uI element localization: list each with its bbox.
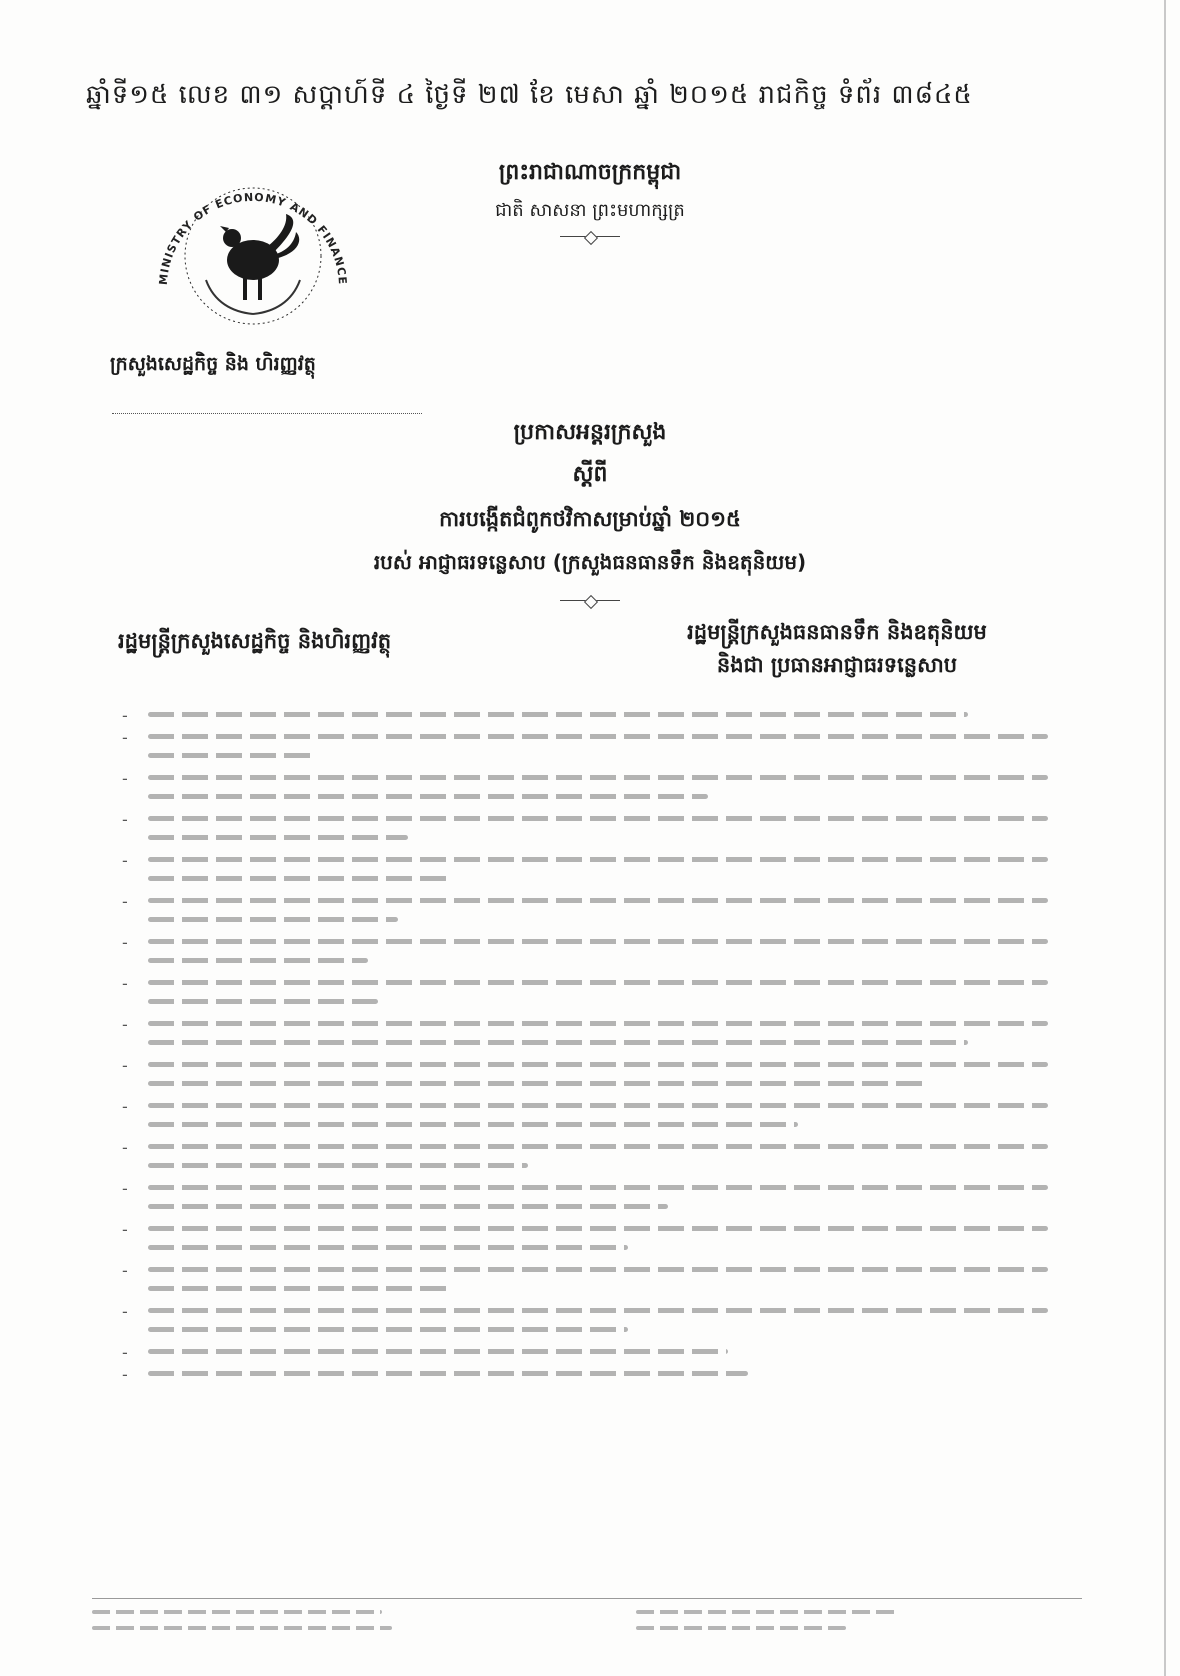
legal-reference-item bbox=[118, 712, 1058, 717]
document-about: ស្តីពី bbox=[572, 462, 608, 487]
legal-reference-item bbox=[118, 1144, 1058, 1168]
rooster-emblem bbox=[220, 214, 299, 300]
scan-edge-line bbox=[1164, 0, 1166, 1676]
ornament-divider bbox=[560, 233, 620, 241]
document-subject: ការបង្កើតជំពូកថវិកាសម្រាប់ឆ្នាំ ២០១៥ bbox=[439, 507, 741, 531]
legal-reference-item bbox=[118, 1185, 1058, 1209]
footer-contact bbox=[636, 1610, 936, 1642]
legal-reference-item bbox=[118, 1103, 1058, 1127]
document-subject-line2: របស់ អាជ្ញាធរទន្លេសាប (ក្រសួងធនធានទឹក និងឧតុនិយម) bbox=[373, 550, 807, 574]
legal-reference-item bbox=[118, 1226, 1058, 1250]
ministry-seal-logo bbox=[128, 160, 378, 340]
legal-reference-item bbox=[118, 857, 1058, 881]
footer-address bbox=[92, 1610, 432, 1642]
gazette-header: ឆ្នាំទី១៥ លេខ ៣១ សប្តាហ៍ទី ៤ ថ្ងៃទី ២៧ ខែ មេសា ឆ្នាំ ២០១៥ រាជកិច្ច ទំព័រ ៣៨៤៥ bbox=[86, 80, 973, 110]
footer-divider bbox=[92, 1598, 1082, 1599]
ministry-name: ក្រសួងសេដ្ឋកិច្ច និង ហិរញ្ញវត្ថុ bbox=[110, 353, 316, 375]
legal-reference-item bbox=[118, 939, 1058, 963]
ornament-divider bbox=[560, 597, 620, 605]
kingdom-heading bbox=[360, 158, 820, 241]
legal-reference-item bbox=[118, 980, 1058, 1004]
signatory-right-line1: រដ្ឋមន្ត្រីក្រសួងធនធានទឹក និងឧតុនិយម bbox=[687, 620, 987, 644]
legal-reference-item bbox=[118, 816, 1058, 840]
signatory-right-line2: និងជា ប្រធានអាជ្ញាធរទន្លេសាប bbox=[716, 652, 958, 677]
legal-reference-item bbox=[118, 1021, 1058, 1045]
legal-reference-item bbox=[118, 1267, 1058, 1291]
reference-number-handwritten bbox=[112, 390, 422, 414]
signatory-minister-water bbox=[622, 616, 1052, 681]
legal-reference-item bbox=[118, 898, 1058, 922]
document-type: ប្រកាសអន្តរក្រសួង bbox=[513, 420, 667, 445]
laurel-wreath bbox=[206, 280, 300, 314]
signatory-minister-finance: រដ្ឋមន្ត្រីក្រសួងសេដ្ឋកិច្ច និងហិរញ្ញវត្ថុ bbox=[118, 629, 392, 653]
legal-reference-item bbox=[118, 1349, 1058, 1354]
national-motto: ជាតិ សាសនា ព្រះមហាក្សត្រ bbox=[495, 200, 685, 221]
seal-text: MINISTRY OF ECONOMY AND FINANCE bbox=[156, 190, 350, 286]
kingdom-title: ព្រះរាជាណាចក្រកម្ពុជា bbox=[498, 160, 682, 185]
legal-reference-item bbox=[118, 1371, 1058, 1376]
legal-reference-item bbox=[118, 1062, 1058, 1086]
legal-references-list bbox=[118, 706, 1058, 1393]
legal-reference-item bbox=[118, 1308, 1058, 1332]
document-title-block bbox=[290, 418, 890, 605]
legal-reference-item bbox=[118, 734, 1058, 758]
legal-reference-item bbox=[118, 775, 1058, 799]
